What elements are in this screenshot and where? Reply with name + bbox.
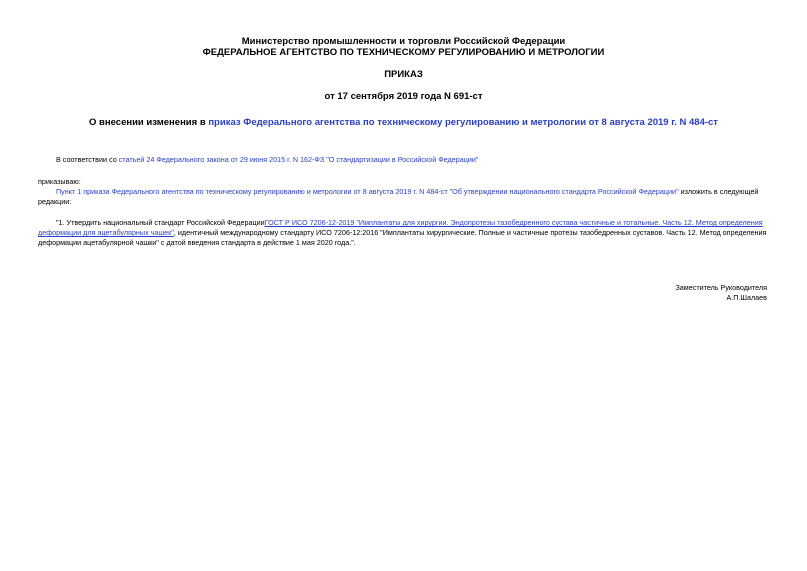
gost-link-cont[interactable]: деформации для ацетабулярных чашек" xyxy=(38,228,174,237)
ministry-heading: Министерство промышленности и торговли Российской Федерации xyxy=(241,36,566,47)
federal-law-link[interactable]: статьей 24 Федерального закона от 29 июня 2015 г. N 162-ФЗ "О стандартизации в Российской Федерации" xyxy=(118,155,479,164)
paragraph-standard xyxy=(56,218,771,228)
orders-label: приказываю: xyxy=(38,177,81,186)
order-484-link[interactable]: Пункт 1 приказа Федерального агентства по техническому регулированию и метрологии от 8 августа 2019 г. N 484-ст "Об утверждении национального стандарта Российской Федерации" xyxy=(56,187,679,196)
doc-type-heading: ПРИКАЗ xyxy=(384,69,423,80)
signature-position: Заместитель Руководителя xyxy=(675,283,767,292)
basis-prefix: В соответствии со xyxy=(56,155,119,164)
amendment-suffix: изложить в следующей xyxy=(678,187,759,196)
doc-title xyxy=(0,117,807,128)
standard-line3: деформации ацетабулярной чашки" с датой введения стандарта в действие 1 мая 2020 года.". xyxy=(38,238,356,247)
doc-title-prefix: О внесении изменения в xyxy=(89,117,209,128)
standard-line2-suffix: , идентичный международному стандарту ИСО 7206-12:2016 "Имплантаты хирургические. Полные и частичные протезы тазобедренных суставов. Часть 12. Метод определения xyxy=(173,228,767,237)
doc-date-number: от 17 сентября 2019 года N 691-ст xyxy=(324,91,483,102)
signature-name: А.П.Шалаев xyxy=(726,293,767,302)
amendment-line2: редакции: xyxy=(38,197,72,206)
paragraph-amendment xyxy=(56,187,769,197)
standard-line2 xyxy=(38,228,773,238)
agency-heading: ФЕДЕРАЛЬНОЕ АГЕНТСТВО ПО ТЕХНИЧЕСКОМУ РЕГУЛИРОВАНИЮ И МЕТРОЛОГИИ xyxy=(202,47,605,58)
gost-link[interactable]: ГОСТ Р ИСО 7206-12-2019 "Имплантаты для хирургии. Эндопротезы тазобедренного сустава частичные и тотальные. Часть 12. Метод определения xyxy=(264,218,763,227)
doc-title-link[interactable]: приказ Федерального агентства по техническому регулированию и метрологии от 8 августа 2019 г. N 484-ст xyxy=(208,117,718,128)
standard-prefix: "1. Утвердить национальный стандарт Российской Федерации xyxy=(56,218,265,227)
paragraph-basis xyxy=(56,155,776,165)
